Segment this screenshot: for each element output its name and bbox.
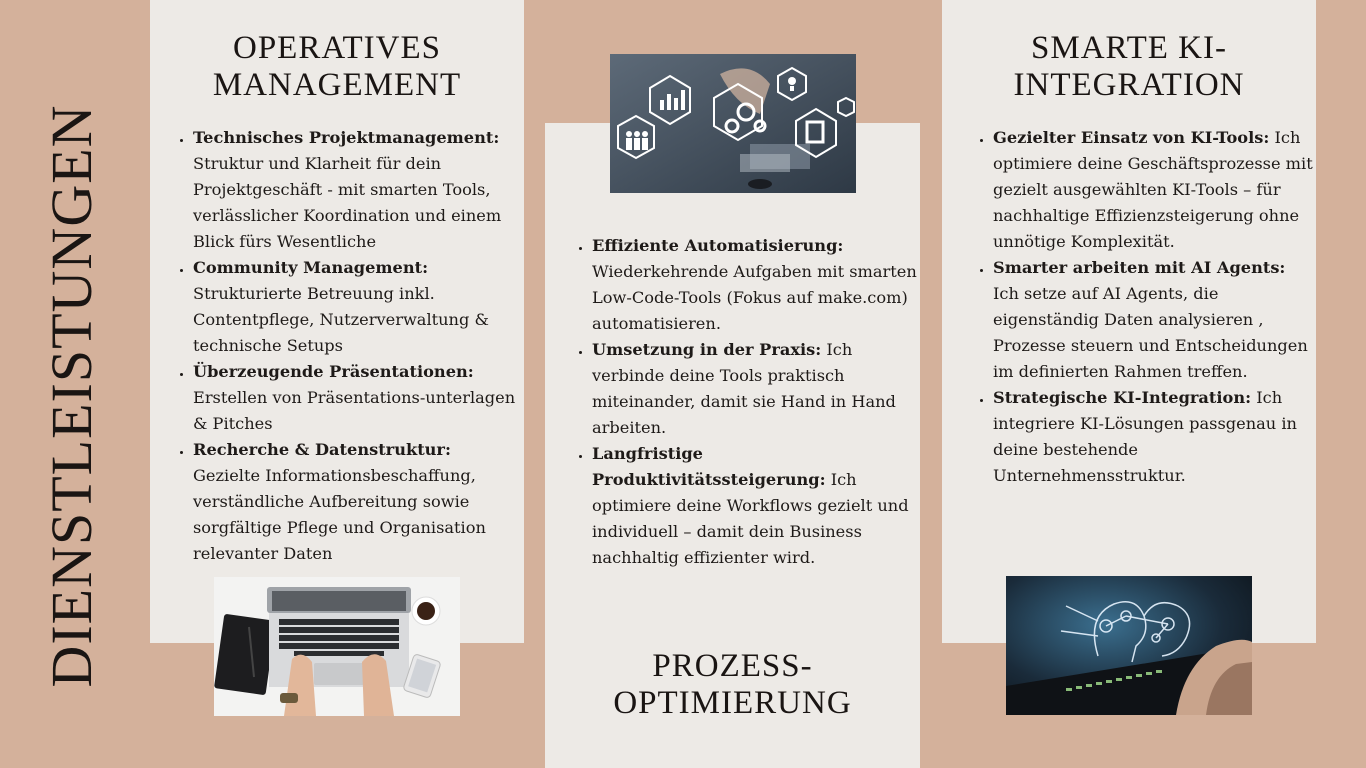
list-item: • Effiziente Automatisierung: Wiederkehrende Aufgaben mit smarten Low-Code-Tools (Fokus auf make.com) automatisieren. — [592, 233, 922, 337]
list-item: • Gezielter Einsatz von KI-Tools: Ich optimiere deine Geschäftsprozesse mit gezielt ausgewählten KI-Tools – für nachhaltige Effizienzsteigerung ohne unnötige Komplexität. — [993, 125, 1318, 255]
list-item: • Überzeugende Präsentationen: Erstellen von Präsentations-unterlagen & Pitches — [193, 359, 523, 437]
list-item: • Technisches Projektmanagement: Struktur und Klarheit für dein Projektgeschäft - mit smarten Tools, verlässlicher Koordination und einem Blick fürs Wesentliche — [193, 125, 523, 255]
page-title: DIENSTLEISTUNGEN — [39, 104, 104, 688]
laptop-desk-photo — [214, 577, 460, 716]
card-heading: OPERATIVES MANAGEMENT — [212, 30, 462, 103]
card-smarte-ki-integration — [942, 0, 1316, 643]
list-item: • Strategische KI-Integration: Ich integriere KI-Lösungen passgenau in deine bestehende Unternehmensstruktur. — [993, 385, 1318, 489]
service-list — [574, 233, 922, 571]
list-item: • Langfristige Produktivitätssteigerung: Ich optimiere deine Workflows gezielt und individuell – damit dein Business nachhaltig effizienter wird. — [592, 441, 922, 571]
service-list — [175, 125, 523, 567]
list-item: • Community Management: Strukturierte Betreuung inkl. Contentpflege, Nutzerverwaltung & technische Setups — [193, 255, 523, 359]
card-operatives-management — [150, 0, 524, 643]
service-list — [975, 125, 1318, 489]
list-item: • Smarter arbeiten mit AI Agents: Ich setze auf AI Agents, die eigenständig Daten analysieren , Prozesse steuern und Entscheidungen im definierten Rahmen treffen. — [993, 255, 1318, 385]
list-item: • Recherche & Datenstruktur: Gezielte Informationsbeschaffung, verständliche Aufbereitung sowie sorgfältige Pflege und Organisation relevanter Daten — [193, 437, 523, 567]
card-heading: SMARTE KI- INTEGRATION — [1013, 30, 1245, 103]
ai-brain-laptop-photo — [1006, 576, 1252, 715]
list-item: • Umsetzung in der Praxis: Ich verbinde deine Tools praktisch miteinander, damit sie Hand in Hand arbeiten. — [592, 337, 922, 441]
card-prozess-optimierung — [545, 123, 920, 768]
process-icons-photo — [610, 54, 856, 193]
card-heading: PROZESS- OPTIMIERUNG — [613, 648, 852, 721]
